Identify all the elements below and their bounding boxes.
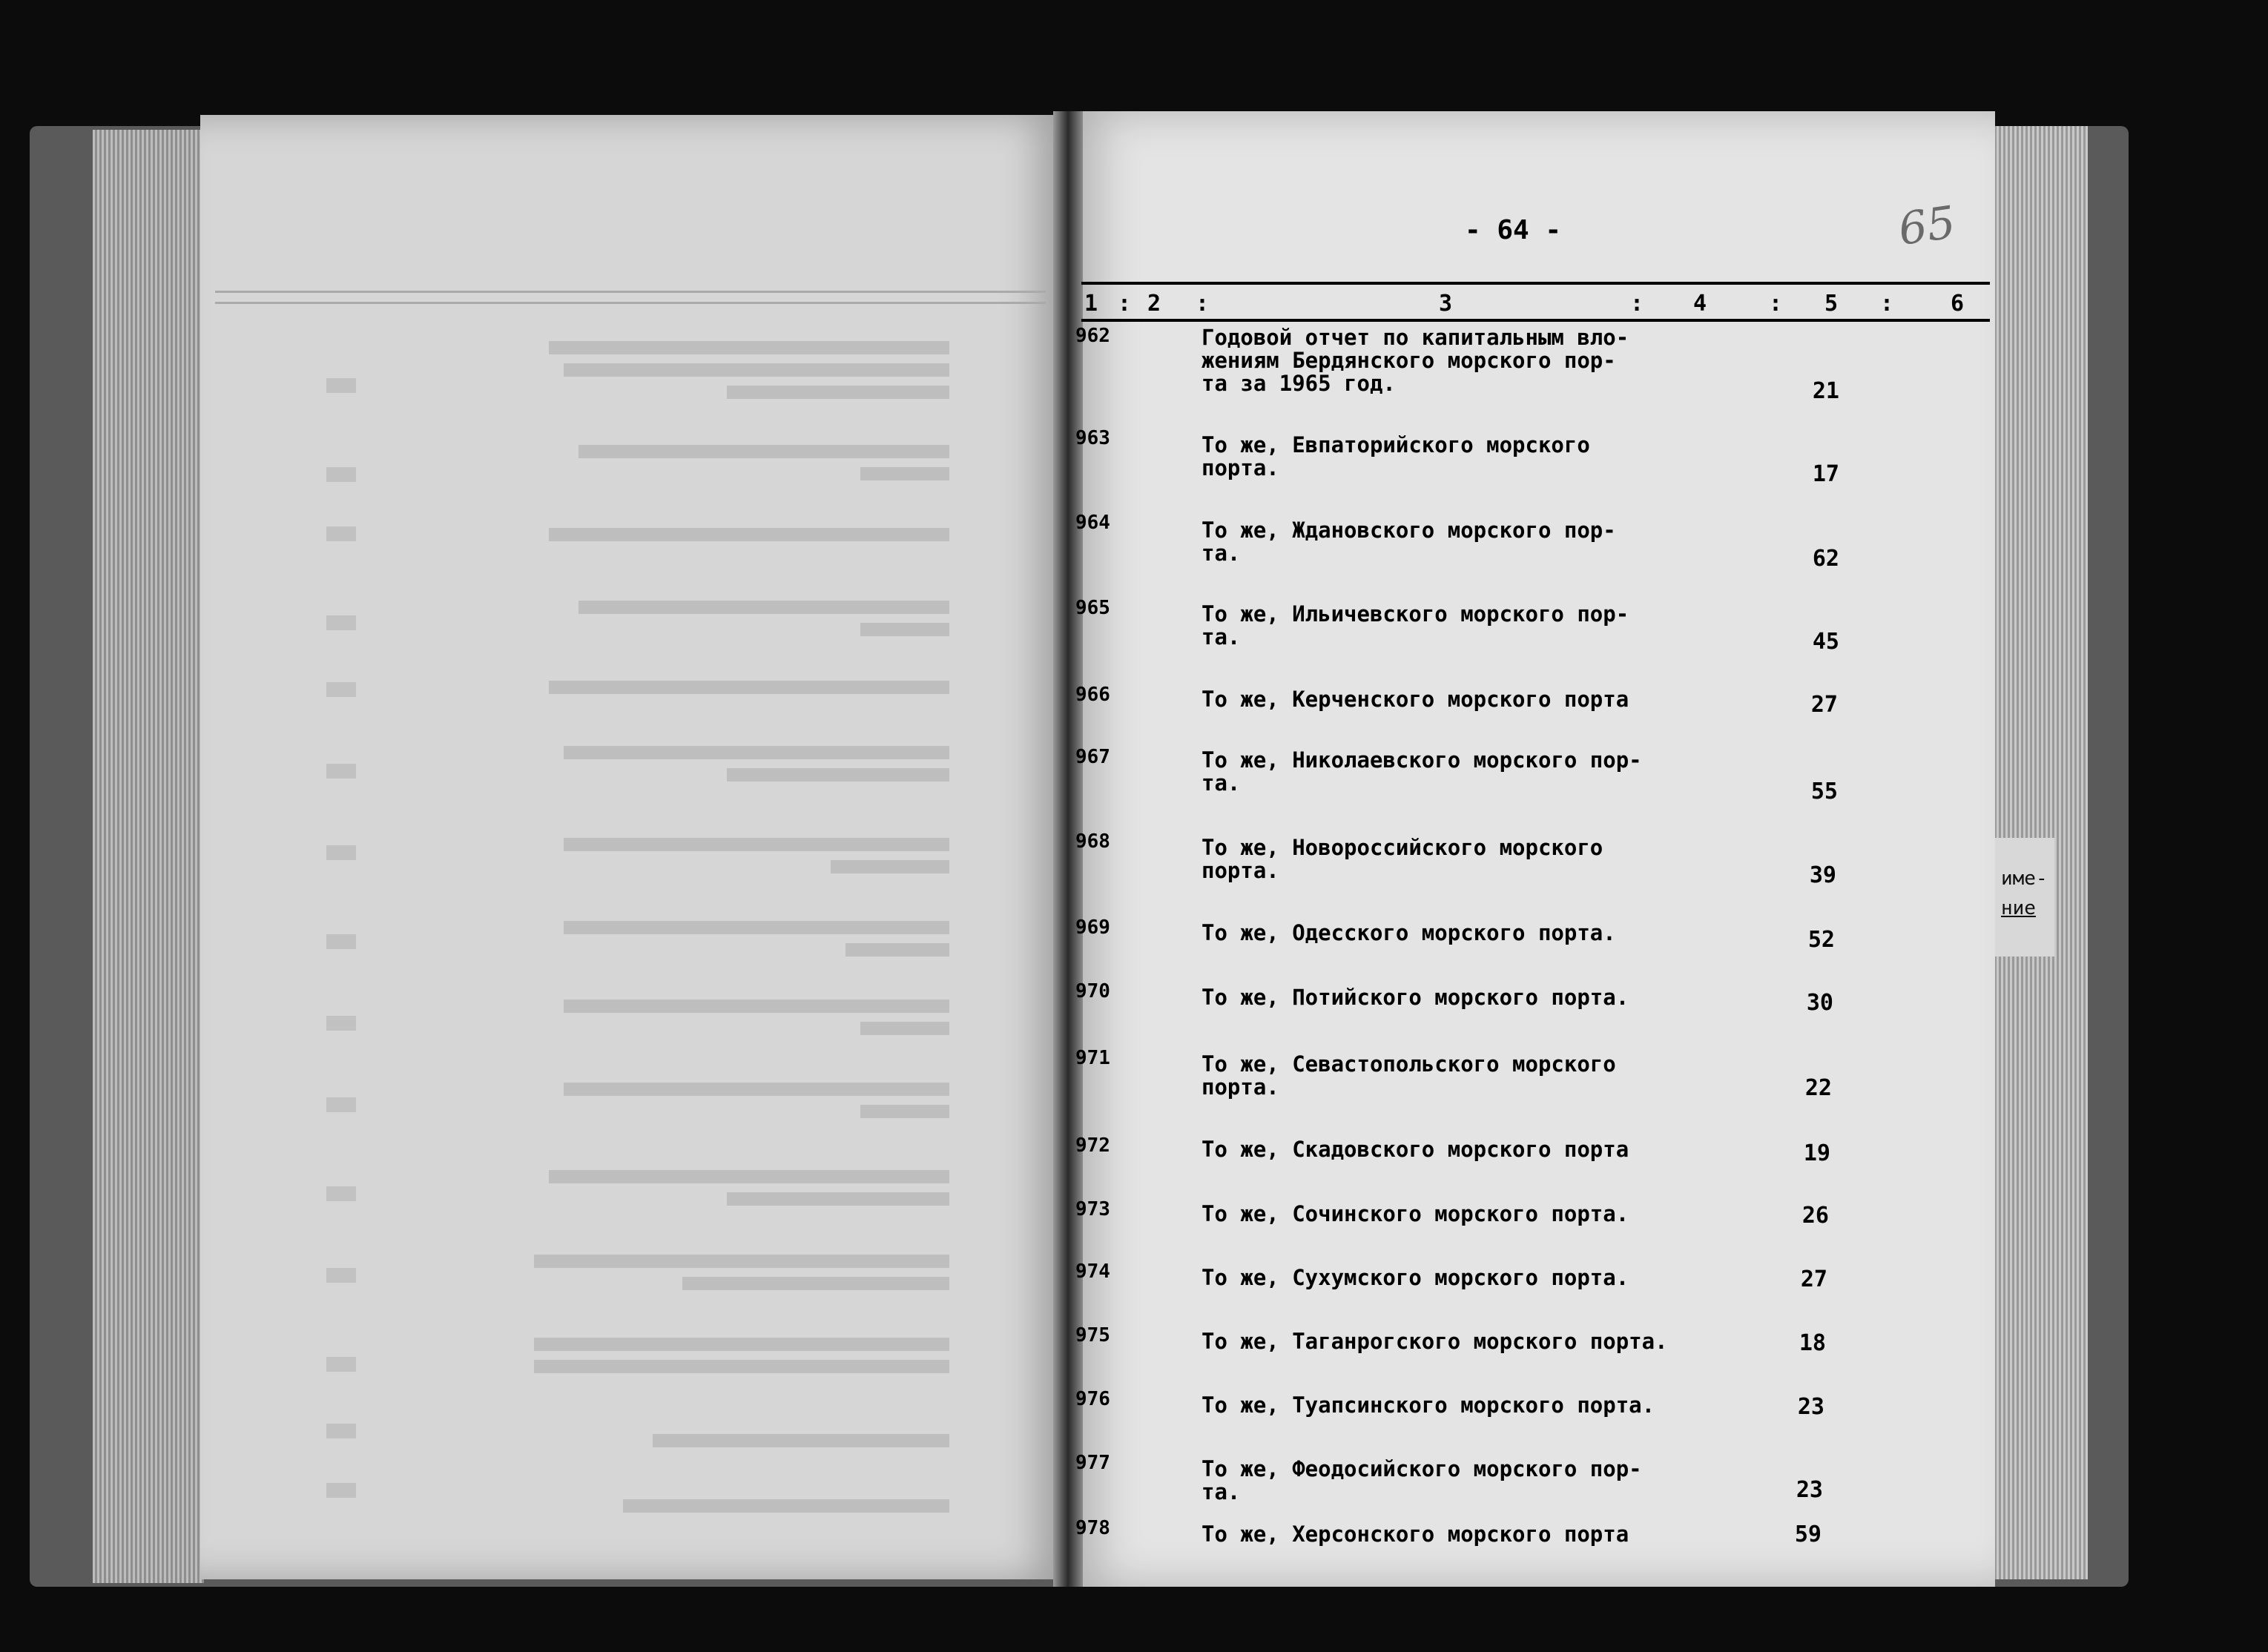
bleed-through-text-shapes — [534, 334, 979, 1535]
row-page-count: 22 — [1804, 1075, 1832, 1101]
column-header-bottom-rule — [1081, 319, 1990, 322]
pencil-folio-number: 65 — [1895, 196, 1959, 256]
row-number: 963 — [1075, 427, 1110, 449]
row-page-count: 62 — [1812, 546, 1839, 572]
row-number: 978 — [1075, 1517, 1110, 1539]
row-page-count: 21 — [1812, 378, 1839, 404]
row-title: То же, Сочинского морского порта. — [1201, 1201, 1629, 1226]
row-title: То же, Ждановского морского пор- та. — [1201, 518, 1616, 566]
row-number: 972 — [1075, 1134, 1110, 1157]
column-header-4: 4 — [1693, 291, 1707, 317]
row-title: То же, Скадовского морского порта — [1201, 1137, 1629, 1162]
row-title: То же, Туапсинского морского порта. — [1201, 1392, 1655, 1418]
row-page-count: 27 — [1810, 692, 1838, 718]
column-header-5: 5 — [1824, 291, 1839, 317]
row-page-count: 52 — [1807, 927, 1835, 953]
column-separator: : — [1769, 291, 1783, 317]
row-title: То же, Керченского морского порта — [1201, 687, 1629, 712]
row-number: 971 — [1075, 1047, 1110, 1069]
column-separator: : — [1196, 291, 1210, 317]
row-number: 969 — [1075, 916, 1110, 939]
column-header-6: 6 — [1951, 291, 1965, 317]
row-title: То же, Херсонского морского порта — [1201, 1522, 1629, 1547]
row-number: 966 — [1075, 684, 1110, 706]
row-page-count: 39 — [1809, 862, 1836, 888]
row-page-count: 59 — [1794, 1522, 1822, 1547]
left-page-bleed-through — [534, 334, 979, 1535]
row-title: То же, Одесского морского порта. — [1201, 920, 1616, 945]
row-page-count: 17 — [1812, 461, 1839, 487]
row-title: Годовой отчет по капитальным вло- жениям Бердянского морского пор- та за 1965 год. — [1201, 325, 1629, 396]
column-header-1: 1 — [1084, 291, 1098, 317]
row-number: 962 — [1075, 325, 1110, 347]
column-separator: : — [1880, 291, 1894, 317]
row-number: 977 — [1075, 1452, 1110, 1474]
row-number: 970 — [1075, 980, 1110, 1002]
column-separator: : — [1630, 291, 1644, 317]
edge-fragment-line-2: ние — [2001, 897, 2036, 919]
column-separator: : — [1118, 291, 1132, 317]
row-number: 973 — [1075, 1198, 1110, 1220]
edge-fragment-line-1: име- — [2001, 868, 2048, 890]
row-title: То же, Новороссийского морского порта. — [1201, 835, 1603, 883]
row-number: 964 — [1075, 512, 1110, 534]
column-header-2: 2 — [1147, 291, 1161, 317]
column-header-top-rule — [1081, 282, 1990, 285]
row-number: 968 — [1075, 830, 1110, 853]
row-number: 976 — [1075, 1388, 1110, 1410]
column-header-3: 3 — [1439, 291, 1453, 317]
row-title: То же, Ильичевского морского пор- та. — [1201, 601, 1629, 650]
row-page-count: 23 — [1797, 1394, 1824, 1420]
row-title: То же, Феодосийского морского пор- та. — [1201, 1456, 1642, 1504]
bleed-through-number-shapes — [319, 371, 363, 1527]
left-page-bleed-numbers — [319, 371, 363, 1527]
page-number: - 64 - — [1465, 215, 1562, 245]
row-page-count: 18 — [1799, 1330, 1826, 1356]
row-page-count: 23 — [1796, 1477, 1823, 1503]
row-page-count: 27 — [1800, 1266, 1827, 1292]
row-page-count: 45 — [1812, 629, 1839, 655]
row-title: То же, Сухумского морского порта. — [1201, 1265, 1629, 1290]
row-title: То же, Севастопольского морского порта. — [1201, 1051, 1616, 1100]
row-title: То же, Евпаторийского морского порта. — [1201, 432, 1590, 480]
row-page-count: 55 — [1810, 779, 1838, 804]
row-page-count: 30 — [1806, 990, 1833, 1016]
row-number: 974 — [1075, 1261, 1110, 1283]
row-title: То же, Николаевского морского пор- та. — [1201, 747, 1642, 796]
row-title: То же, Таганрогского морского порта. — [1201, 1329, 1668, 1354]
page-edges-left — [93, 130, 204, 1583]
row-page-count: 19 — [1803, 1140, 1830, 1166]
row-page-count: 26 — [1801, 1203, 1829, 1229]
row-number: 965 — [1075, 597, 1110, 619]
edge-page-fragment — [1995, 838, 2054, 956]
row-number: 975 — [1075, 1324, 1110, 1347]
row-title: То же, Потийского морского порта. — [1201, 985, 1629, 1010]
left-page-header-ruling — [215, 291, 1046, 304]
row-number: 967 — [1075, 746, 1110, 768]
